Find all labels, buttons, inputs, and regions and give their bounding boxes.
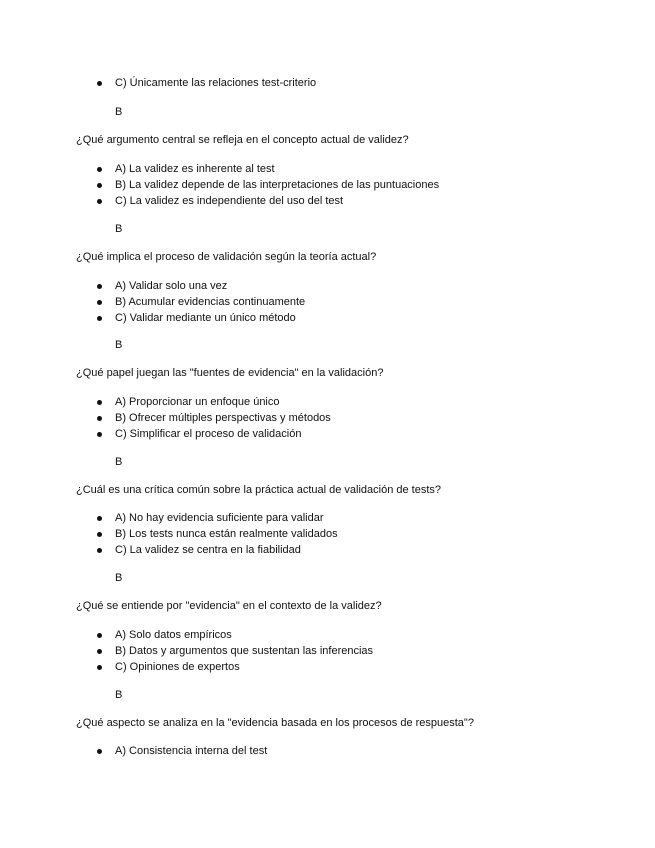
bullet-icon bbox=[97, 81, 102, 86]
option-text: B) Acumular evidencias continuamente bbox=[115, 296, 306, 308]
bullet-icon bbox=[97, 665, 102, 670]
bullet-icon bbox=[97, 416, 102, 421]
bullet-icon bbox=[97, 167, 102, 172]
bullet-icon bbox=[97, 400, 102, 405]
question-text: ¿Qué se entiende por "evidencia" en el contexto de la validez? bbox=[76, 600, 382, 612]
option-text: A) Consistencia interna del test bbox=[115, 745, 268, 757]
bullet-icon bbox=[97, 316, 102, 321]
bullet-icon bbox=[97, 199, 102, 204]
option-text: A) No hay evidencia suficiente para validar bbox=[115, 512, 324, 524]
option-text: B) Datos y argumentos que sustentan las inferencias bbox=[115, 645, 374, 657]
bullet-icon bbox=[97, 432, 102, 437]
answer-text: B bbox=[115, 223, 123, 235]
option-text: C) La validez se centra en la fiabilidad bbox=[115, 544, 301, 556]
question-text: ¿Qué aspecto se analiza en la "evidencia basada en los procesos de respuesta"? bbox=[76, 717, 474, 729]
bullet-icon bbox=[97, 633, 102, 638]
option-text: B) Ofrecer múltiples perspectivas y métodos bbox=[115, 412, 331, 424]
option-text: C) Validar mediante un único método bbox=[115, 312, 296, 324]
option-text: B) La validez depende de las interpretaciones de las puntuaciones bbox=[115, 179, 440, 191]
answer-text: B bbox=[115, 689, 123, 701]
bullet-icon bbox=[97, 548, 102, 553]
option-text: A) Proporcionar un enfoque único bbox=[115, 396, 280, 408]
option-text: A) Validar solo una vez bbox=[115, 280, 228, 292]
question-text: ¿Qué argumento central se refleja en el concepto actual de validez? bbox=[76, 134, 409, 146]
question-text: ¿Qué papel juegan las "fuentes de evidencia" en la validación? bbox=[76, 367, 384, 379]
option-text: A) Solo datos empíricos bbox=[115, 629, 232, 641]
bullet-icon bbox=[97, 749, 102, 754]
question-text: ¿Cuál es una crítica común sobre la práctica actual de validación de tests? bbox=[76, 484, 442, 496]
option-text: C) La validez es independiente del uso del test bbox=[115, 195, 344, 207]
bullet-icon bbox=[97, 649, 102, 654]
bullet-icon bbox=[97, 532, 102, 537]
bullet-icon bbox=[97, 284, 102, 289]
bullet-icon bbox=[97, 183, 102, 188]
option-text: B) Los tests nunca están realmente validados bbox=[115, 528, 338, 540]
answer-text: B bbox=[115, 106, 123, 118]
answer-text: B bbox=[115, 339, 123, 351]
question-text: ¿Qué implica el proceso de validación según la teoría actual? bbox=[76, 251, 377, 263]
option-text: C) Opiniones de expertos bbox=[115, 661, 240, 673]
answer-text: B bbox=[115, 572, 123, 584]
option-text: A) La validez es inherente al test bbox=[115, 163, 275, 175]
option-text: C) Simplificar el proceso de validación bbox=[115, 428, 302, 440]
answer-text: B bbox=[115, 456, 123, 468]
bullet-icon bbox=[97, 300, 102, 305]
bullet-icon bbox=[97, 516, 102, 521]
option-text: C) Únicamente las relaciones test-criterio bbox=[115, 77, 317, 89]
